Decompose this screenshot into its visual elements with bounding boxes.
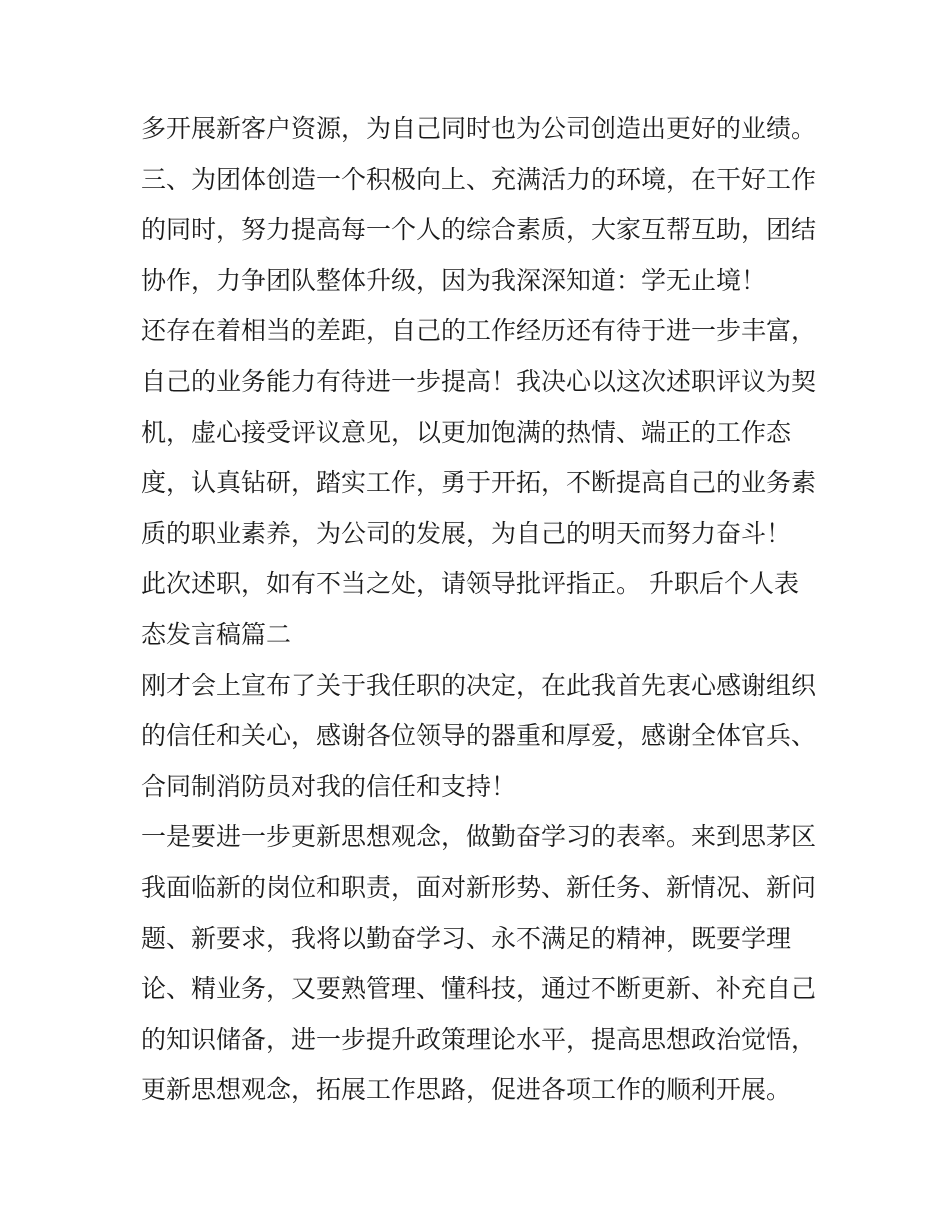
text-line: 论、精业务，又要熟管理、懂科技，通过不断更新、补充自己 <box>141 974 817 1004</box>
text-line: 机，虚心接受评议意见，以更加饱满的热情、端正的工作态 <box>141 417 792 447</box>
text-line: 一是要进一步更新思想观念，做勤奋学习的表率。来到思茅区 <box>141 822 817 852</box>
text-line: 还存在着相当的差距，自己的工作经历还有待于进一步丰富， <box>141 316 817 346</box>
text-line: 质的职业素养，为公司的发展，为自己的明天而努力奋斗！ <box>141 518 792 548</box>
text-line: 自己的业务能力有待进一步提高！我决心以这次述职评议为契 <box>141 366 817 396</box>
text-line: 刚才会上宣布了关于我任职的决定，在此我首先衷心感谢组织 <box>141 670 817 700</box>
text-line: 我面临新的岗位和职责，面对新形势、新任务、新情况、新问 <box>141 872 817 902</box>
section-heading: 态发言稿篇二 <box>141 619 292 649</box>
text-line: 题、新要求，我将以勤奋学习、永不满足的精神，既要学理 <box>141 923 792 953</box>
text-line: 多开展新客户资源，为自己同时也为公司创造出更好的业绩。 <box>141 114 817 143</box>
text-line: 的同时，努力提高每一个人的综合素质，大家互帮互助，团结 <box>141 215 817 245</box>
text-line: 合同制消防员对我的信任和支持！ <box>141 771 517 801</box>
text-line: 三、为团体创造一个积极向上、充满活力的环境，在干好工作 <box>141 164 817 194</box>
text-line: 此次述职，如有不当之处，请领导批评指正。 升职后个人表 <box>141 569 799 599</box>
text-line: 度，认真钻研，踏实工作，勇于开拓，不断提高自己的业务素 <box>141 468 817 498</box>
body-text <box>141 104 821 1116</box>
text-line: 的知识储备，进一步提升政策理论水平，提高思想政治觉悟， <box>141 1024 817 1054</box>
text-line: 协作，力争团队整体升级，因为我深深知道：学无止境！ <box>141 265 767 295</box>
text-line: 的信任和关心，感谢各位领导的器重和厚爱，感谢全体官兵、 <box>141 721 817 751</box>
text-line: 更新思想观念，拓展工作思路，促进各项工作的顺利开展。 <box>141 1075 792 1105</box>
